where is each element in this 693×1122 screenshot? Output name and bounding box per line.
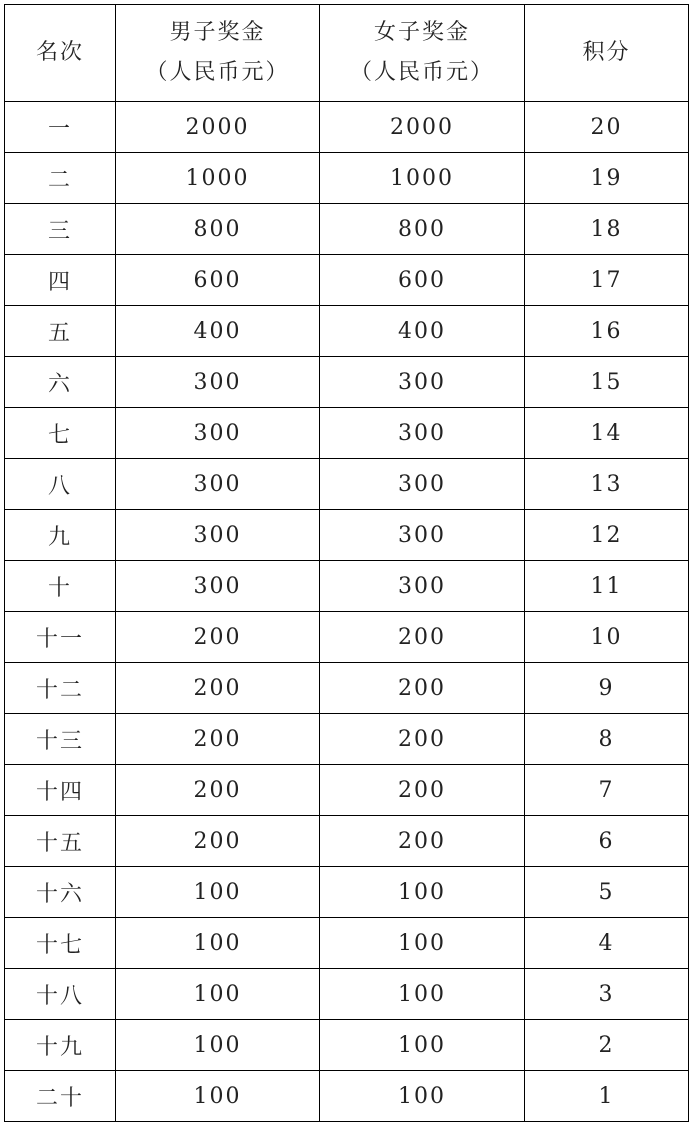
header-men-prize (116, 5, 320, 102)
points-cell: 7 (525, 765, 689, 816)
men-prize-cell: 300 (116, 357, 320, 408)
women-prize-cell: 100 (320, 969, 525, 1020)
rank-cell: 三 (5, 204, 116, 255)
points-cell: 11 (525, 561, 689, 612)
points-cell: 20 (525, 102, 689, 153)
rank-cell: 七 (5, 408, 116, 459)
header-women-prize-line1: 女子奖金 (373, 20, 470, 45)
table-row (5, 510, 689, 561)
women-prize-cell: 400 (320, 306, 525, 357)
rank-cell: 十九 (5, 1020, 116, 1071)
men-prize-cell: 200 (116, 612, 320, 663)
header-rank (5, 5, 116, 102)
women-prize-cell: 200 (320, 816, 525, 867)
points-cell: 14 (525, 408, 689, 459)
header-men-prize-line1: 男子奖金 (169, 20, 266, 45)
points-cell: 10 (525, 612, 689, 663)
rank-cell: 五 (5, 306, 116, 357)
men-prize-cell: 300 (116, 459, 320, 510)
table-row (5, 204, 689, 255)
women-prize-cell: 300 (320, 408, 525, 459)
table-row (5, 867, 689, 918)
rank-cell: 十七 (5, 918, 116, 969)
header-points-label: 积分 (582, 40, 631, 65)
men-prize-cell: 300 (116, 408, 320, 459)
rank-cell: 十三 (5, 714, 116, 765)
table-row (5, 255, 689, 306)
men-prize-cell: 600 (116, 255, 320, 306)
rank-cell: 九 (5, 510, 116, 561)
women-prize-cell: 100 (320, 918, 525, 969)
points-cell: 1 (525, 1071, 689, 1122)
women-prize-cell: 200 (320, 714, 525, 765)
men-prize-cell: 400 (116, 306, 320, 357)
table-header-row (5, 5, 689, 102)
table-row (5, 153, 689, 204)
points-cell: 17 (525, 255, 689, 306)
points-cell: 18 (525, 204, 689, 255)
table-row (5, 561, 689, 612)
table-row (5, 102, 689, 153)
rank-cell: 十六 (5, 867, 116, 918)
points-cell: 13 (525, 459, 689, 510)
men-prize-cell: 1000 (116, 153, 320, 204)
rank-cell: 四 (5, 255, 116, 306)
points-cell: 4 (525, 918, 689, 969)
points-cell: 3 (525, 969, 689, 1020)
table-row (5, 1020, 689, 1071)
women-prize-cell: 300 (320, 357, 525, 408)
header-men-prize-line2: （人民币元） (145, 60, 290, 85)
table-body (5, 102, 689, 1122)
table-row (5, 459, 689, 510)
men-prize-cell: 100 (116, 1071, 320, 1122)
table-row (5, 306, 689, 357)
women-prize-cell: 100 (320, 867, 525, 918)
men-prize-cell: 2000 (116, 102, 320, 153)
men-prize-cell: 100 (116, 867, 320, 918)
table-row (5, 408, 689, 459)
points-cell: 8 (525, 714, 689, 765)
men-prize-cell: 200 (116, 714, 320, 765)
rank-cell: 二 (5, 153, 116, 204)
women-prize-cell: 300 (320, 561, 525, 612)
men-prize-cell: 200 (116, 765, 320, 816)
table-row (5, 765, 689, 816)
table-row (5, 969, 689, 1020)
header-women-prize (320, 5, 525, 102)
women-prize-cell: 600 (320, 255, 525, 306)
rank-cell: 十五 (5, 816, 116, 867)
rank-cell: 十四 (5, 765, 116, 816)
men-prize-cell: 100 (116, 969, 320, 1020)
points-cell: 9 (525, 663, 689, 714)
points-cell: 15 (525, 357, 689, 408)
rank-cell: 八 (5, 459, 116, 510)
points-cell: 2 (525, 1020, 689, 1071)
header-points (525, 5, 689, 102)
prize-points-table (4, 4, 689, 1122)
rank-cell: 二十 (5, 1071, 116, 1122)
rank-cell: 六 (5, 357, 116, 408)
header-rank-label: 名次 (35, 40, 84, 65)
women-prize-cell: 800 (320, 204, 525, 255)
table-row (5, 918, 689, 969)
men-prize-cell: 300 (116, 510, 320, 561)
header-women-prize-line2: （人民币元） (349, 60, 494, 85)
women-prize-cell: 300 (320, 459, 525, 510)
points-cell: 5 (525, 867, 689, 918)
table-row (5, 714, 689, 765)
points-cell: 19 (525, 153, 689, 204)
women-prize-cell: 100 (320, 1071, 525, 1122)
women-prize-cell: 200 (320, 765, 525, 816)
table-row (5, 612, 689, 663)
table-row (5, 357, 689, 408)
men-prize-cell: 100 (116, 1020, 320, 1071)
women-prize-cell: 200 (320, 663, 525, 714)
women-prize-cell: 300 (320, 510, 525, 561)
women-prize-cell: 200 (320, 612, 525, 663)
table-row (5, 1071, 689, 1122)
women-prize-cell: 2000 (320, 102, 525, 153)
rank-cell: 十一 (5, 612, 116, 663)
men-prize-cell: 200 (116, 816, 320, 867)
table-row (5, 816, 689, 867)
men-prize-cell: 200 (116, 663, 320, 714)
rank-cell: 十二 (5, 663, 116, 714)
rank-cell: 十八 (5, 969, 116, 1020)
points-cell: 12 (525, 510, 689, 561)
men-prize-cell: 100 (116, 918, 320, 969)
men-prize-cell: 800 (116, 204, 320, 255)
points-cell: 16 (525, 306, 689, 357)
rank-cell: 十 (5, 561, 116, 612)
points-cell: 6 (525, 816, 689, 867)
men-prize-cell: 300 (116, 561, 320, 612)
women-prize-cell: 1000 (320, 153, 525, 204)
women-prize-cell: 100 (320, 1020, 525, 1071)
rank-cell: 一 (5, 102, 116, 153)
table-row (5, 663, 689, 714)
